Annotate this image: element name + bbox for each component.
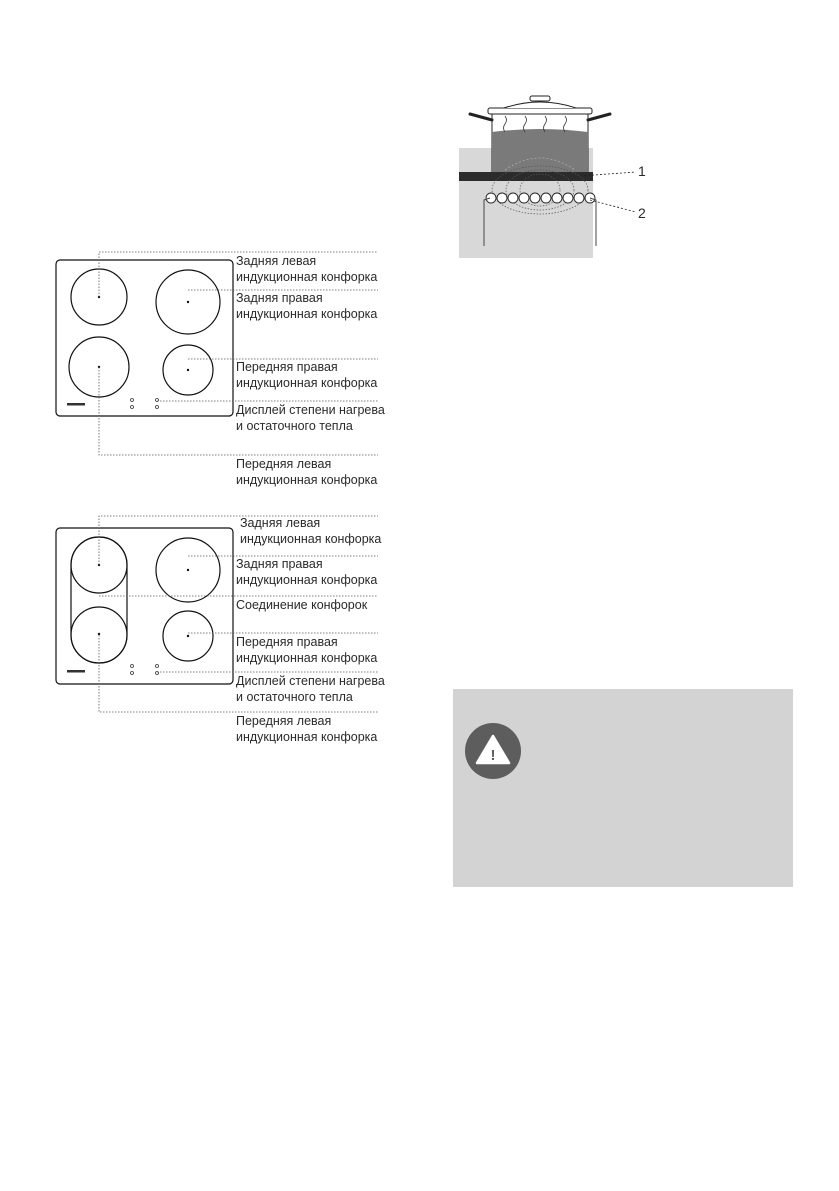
callout-1-label: 1	[638, 163, 646, 179]
label-display-2: Дисплей степени нагрева и остаточного тепла	[236, 674, 385, 704]
callout-2-label: 2	[638, 205, 646, 221]
label-display-1: Дисплей степени нагрева и остаточного тепла	[236, 403, 385, 433]
warning-icon-badge	[465, 723, 521, 779]
glass-plate	[459, 172, 593, 181]
label-front-left-1: Передняя левая индукционная конфорка	[236, 457, 378, 487]
label-rear-left-2: Задняя левая индукционная конфорка	[240, 516, 382, 546]
label-rear-right-1: Задняя правая индукционная конфорка	[236, 291, 378, 321]
label-bridge: Соединение конфорок	[236, 598, 368, 612]
label-front-right-1: Передняя правая индукционная конфорка	[236, 360, 378, 390]
label-front-left-2: Передняя левая индукционная конфорка	[236, 714, 378, 744]
warning-exclamation: !	[490, 747, 496, 764]
warning-box	[453, 689, 793, 887]
label-rear-right-2: Задняя правая индукционная конфорка	[236, 557, 378, 587]
warning-triangle-icon	[465, 723, 521, 779]
label-rear-left-1: Задняя левая индукционная конфорка	[236, 254, 378, 284]
label-front-right-2: Передняя правая индукционная конфорка	[236, 635, 378, 665]
